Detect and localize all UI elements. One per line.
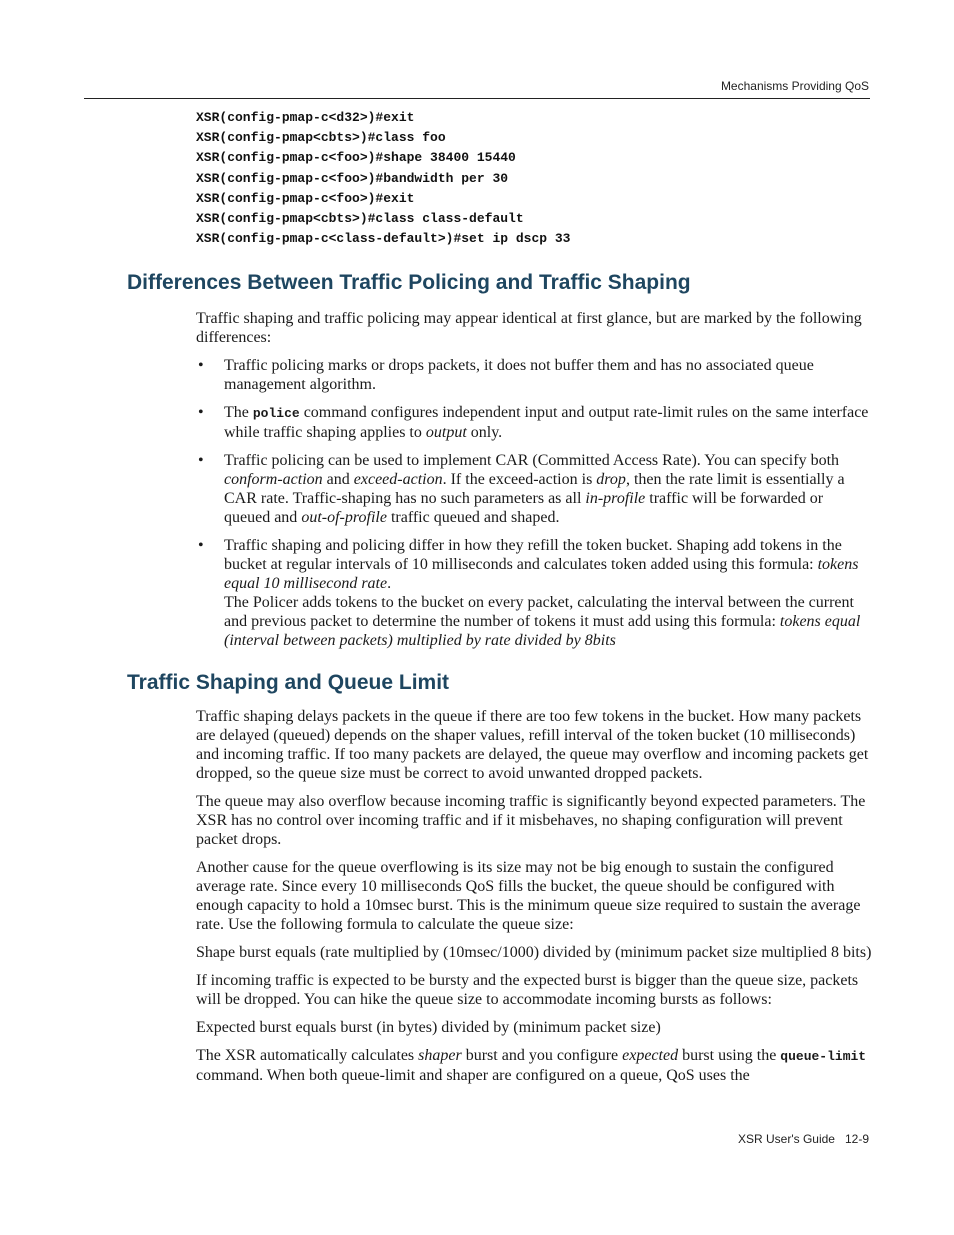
bullet-icon: •: [198, 357, 204, 374]
bullet-icon: •: [198, 452, 204, 469]
code-line: XSR(config-pmap-c<d32>)#exit: [196, 110, 415, 125]
section-heading-policing-vs-shaping: Differences Between Traffic Policing and Traffic Shaping: [127, 271, 691, 294]
footer-guide-title: XSR User's Guide: [737, 1132, 835, 1146]
paragraph: The XSR automatically calculates shaper burst and you configure expected burst using the queue-limit command. When both queue-limit and shaper are configured on a queue, QoS uses the: [196, 1047, 867, 1084]
paragraph: Traffic shaping delays packets in the queue if there are too few tokens in the bucket. How many packets are delayed (queued) depends on the shaper values, refill interval of the token bucket (10 milliseconds) and incoming traffic. If too many packets are delayed, the queue may overflow and incoming packets get dropped, so the queue size must be correct to avoid unwanted dropped packets.: [196, 708, 869, 782]
formula-paragraph: Expected burst equals burst (in bytes) divided by (minimum packet size): [196, 1019, 661, 1036]
page-number: 12-9: [844, 1132, 869, 1146]
list-item: • Traffic shaping and policing differ in how they refill the token bucket. Shaping add tokens in the bucket at regular intervals of 10 milliseconds and calculates token added using this formula: tokens equal 10 millisecond rate. The Policer adds tokens to the bucket on every packet, calculating the interval between the current and previous packet to determine the number of tokens it must add using this formula: tokens equal (interval between packets) multiplied by rate divided by 8bits: [198, 537, 861, 649]
differences-list: [196, 356, 872, 650]
code-block: [196, 108, 570, 249]
code-line: XSR(config-pmap-c<foo>)#bandwidth per 30: [196, 170, 509, 186]
list-item: • Traffic policing marks or drops packets, it does not buffer them and has no associated queue management algorithm.: [198, 357, 814, 393]
inline-command: queue-limit: [780, 1049, 867, 1064]
bullet-icon: •: [198, 404, 204, 421]
section-heading-queue-limit: Traffic Shaping and Queue Limit: [127, 671, 450, 694]
formula-paragraph: Shape burst equals (rate multiplied by (10msec/1000) divided by (minimum packet size multiplied 8 bits): [196, 944, 872, 961]
paragraph: The queue may also overflow because incoming traffic is significantly beyond expected parameters. The XSR has no control over incoming traffic and if it misbehaves, no shaping configuration will prevent packet drops.: [196, 793, 866, 848]
list-item: • The police command configures independent input and output rate-limit rules on the same interface while traffic shaping applies to output only.: [198, 404, 869, 441]
code-line: XSR(config-pmap<cbts>)#class foo: [196, 130, 446, 146]
section1-body: [196, 309, 872, 659]
section1-intro: Traffic shaping and traffic policing may appear identical at first glance, but are marked by the following differences:: [196, 310, 862, 346]
code-line: XSR(config-pmap-c<foo>)#exit: [196, 190, 415, 206]
running-header: Mechanisms Providing QoS: [720, 79, 869, 93]
page-footer: [728, 1132, 869, 1146]
code-line: XSR(config-pmap<cbts>)#class class-default: [196, 211, 524, 227]
inline-command: police: [252, 406, 300, 421]
list-item: • Traffic policing can be used to implement CAR (Committed Access Rate). You can specify both conform-action and exceed-action. If the exceed-action is drop, then the rate limit is essentially a CAR rate. Traffic-shaping has no such parameters as all in-profile traffic will be forwarded or queued and out-of-profile traffic queued and shaped.: [198, 452, 845, 526]
code-line: XSR(config-pmap-c<class-default>)#set ip dscp 33: [196, 231, 571, 247]
code-line: XSR(config-pmap-c<foo>)#shape 38400 15440: [196, 150, 516, 166]
paragraph: Another cause for the queue overflowing is its size may not be big enough to sustain the configured average rate. Since every 10 milliseconds QoS fills the bucket, the queue should be configured with enough capacity to hold a 10msec burst. This is the minimum queue size required to sustain the average rate. Use the following formula to calculate the queue size:: [196, 859, 861, 933]
section2-body: [196, 707, 872, 1094]
bullet-icon: •: [198, 537, 204, 554]
header-rule: [84, 98, 870, 99]
paragraph: If incoming traffic is expected to be bursty and the expected burst is bigger than the queue size, packets will be dropped. You can hike the queue size to accommodate incoming bursts as follows:: [196, 972, 859, 1008]
